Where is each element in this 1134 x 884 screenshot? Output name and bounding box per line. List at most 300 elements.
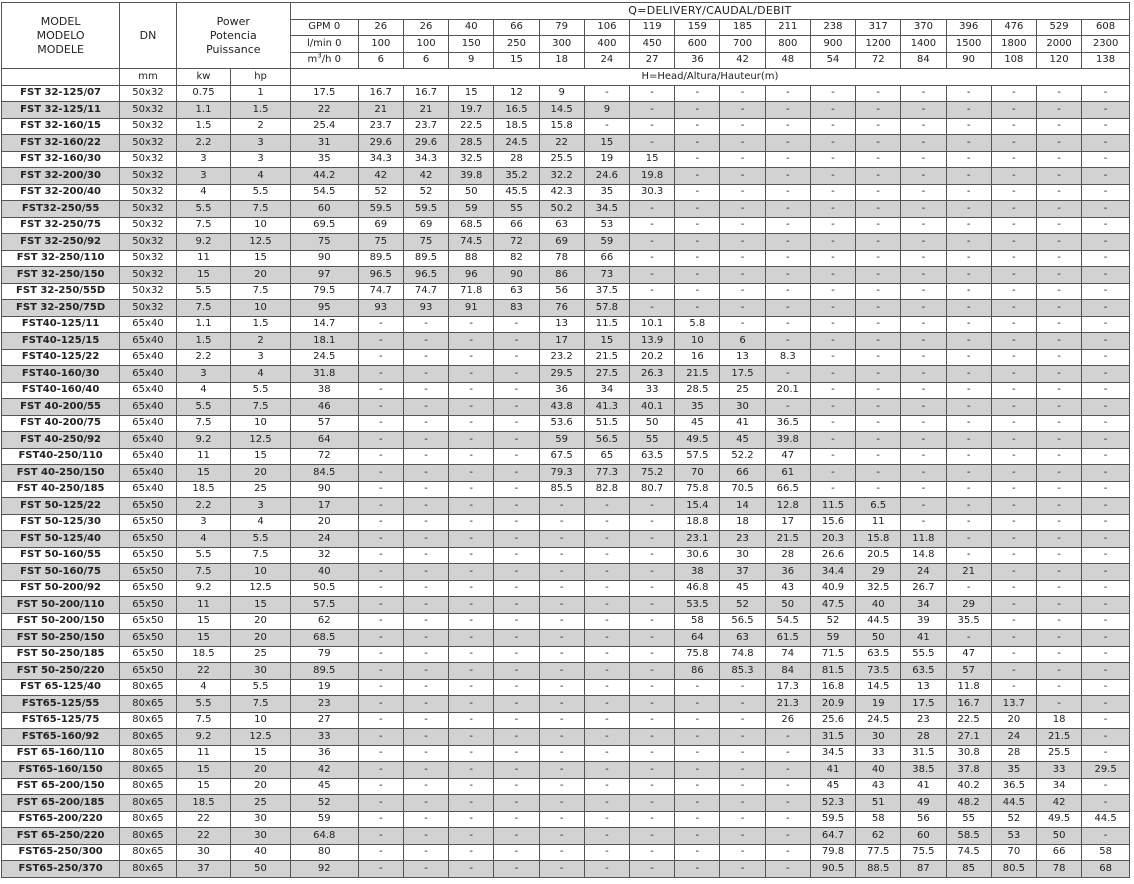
hp-cell: 20 [231,613,291,630]
head-value-cell: - [901,201,946,218]
head-value-cell: 32 [290,547,358,564]
head-value-cell: - [1082,514,1130,531]
head-value-cell: - [584,85,629,102]
head-value-cell: - [630,613,675,630]
head-value-cell: 27 [290,712,358,729]
head-value-cell: - [449,613,494,630]
head-value-cell: - [765,283,810,300]
head-value-cell: - [630,712,675,729]
head-value-cell: 15.8 [539,118,584,135]
head-value-cell: 34.3 [403,151,448,168]
head-value-cell: - [856,201,901,218]
kw-cell: 15 [176,630,230,647]
hp-cell: 15 [231,448,291,465]
head-value-cell: 14.5 [539,102,584,119]
hp-cell: 1.5 [231,316,291,333]
head-value-cell: - [403,448,448,465]
head-value-cell: - [630,679,675,696]
head-value-cell: 37.8 [946,762,991,779]
hp-cell: 7.5 [231,201,291,218]
head-value-cell: - [539,646,584,663]
dn-cell: 65x50 [120,663,177,680]
kw-cell: 4 [176,531,230,548]
head-value-cell: 65 [584,448,629,465]
head-value-cell: 20 [290,514,358,531]
dn-cell: 65x40 [120,415,177,432]
head-value-cell: - [584,729,629,746]
head-value-cell: - [358,366,403,383]
head-value-cell: 56.5 [720,613,765,630]
hp-cell: 7.5 [231,696,291,713]
head-value-cell: 60 [901,828,946,845]
performance-table-container [1,2,1130,878]
head-value-cell: - [901,168,946,185]
head-value-cell: - [1082,465,1130,482]
head-value-cell: - [403,382,448,399]
model-cell: FST40-125/11 [2,316,120,333]
head-value-cell: 64 [290,432,358,449]
head-value-cell: 26.7 [901,580,946,597]
model-cell: FST 50-125/22 [2,498,120,515]
dn-cell: 65x40 [120,333,177,350]
gpm-value: 211 [765,19,810,36]
lmin-value: 1800 [991,36,1036,53]
head-value-cell: - [494,712,539,729]
head-value-cell: - [810,283,855,300]
head-value-cell: 42 [290,762,358,779]
head-value-cell: 68 [1082,861,1130,878]
head-value-cell: - [1082,712,1130,729]
table-row [2,531,1130,548]
table-row [2,663,1130,680]
head-value-cell: 66 [494,217,539,234]
head-value-cell: 37 [720,564,765,581]
head-value-cell: - [991,679,1036,696]
head-value-cell: - [901,382,946,399]
head-value-cell: 67.5 [539,448,584,465]
head-value-cell: - [449,432,494,449]
head-value-cell: 90.5 [810,861,855,878]
kw-cell: 9.2 [176,580,230,597]
head-value-cell: - [584,712,629,729]
model-cell: FST40-125/15 [2,333,120,350]
table-row [2,844,1130,861]
kw-cell: 7.5 [176,217,230,234]
head-value-cell: - [539,795,584,812]
head-value-cell: - [946,118,991,135]
head-value-cell: - [991,613,1036,630]
head-value-cell: 35 [675,399,720,416]
head-value-cell: - [720,712,765,729]
table-row [2,316,1130,333]
head-value-cell: 88 [449,250,494,267]
head-value-cell: - [1036,267,1081,284]
head-value-cell: - [630,795,675,812]
head-value-cell: - [1036,399,1081,416]
head-value-cell: 36 [539,382,584,399]
head-value-cell: - [1036,349,1081,366]
power-label-en: Power [216,14,250,28]
head-value-cell: - [675,118,720,135]
model-cell: FST 32-125/07 [2,85,120,102]
head-value-cell: - [765,250,810,267]
head-value-cell: 35.5 [946,613,991,630]
hp-cell: 4 [231,514,291,531]
table-header [2,3,1130,86]
kw-cell: 22 [176,811,230,828]
model-label-en: MODEL [40,14,81,28]
dn-cell: 65x40 [120,382,177,399]
head-value-cell: - [630,85,675,102]
head-value-cell: 66.5 [765,481,810,498]
head-value-cell: - [810,300,855,317]
head-value-cell: - [991,448,1036,465]
head-value-cell: 12.8 [765,498,810,515]
head-value-cell: - [539,597,584,614]
dn-cell: 65x40 [120,399,177,416]
head-value-cell: - [584,531,629,548]
model-cell: FST 40-250/185 [2,481,120,498]
head-value-cell: - [1036,580,1081,597]
head-value-cell: - [494,613,539,630]
gpm-value: 159 [675,19,720,36]
head-value-cell: - [539,564,584,581]
head-value-cell: - [1082,118,1130,135]
head-value-cell: - [403,316,448,333]
head-value-cell: 55 [946,811,991,828]
model-cell: FST40-125/22 [2,349,120,366]
head-value-cell: - [630,762,675,779]
head-value-cell: 9 [539,85,584,102]
head-value-cell: - [675,283,720,300]
head-value-cell: - [856,333,901,350]
table-row [2,415,1130,432]
head-value-cell: - [810,366,855,383]
lmin-value: 2000 [1036,36,1081,53]
head-value-cell: 27.1 [946,729,991,746]
head-value-cell: - [675,151,720,168]
head-value-cell: 79 [290,646,358,663]
dn-cell: 80x65 [120,828,177,845]
head-value-cell: - [856,349,901,366]
head-value-cell: - [1082,679,1130,696]
m3h-label-rest: /h 0 [321,54,341,66]
head-value-cell: 40 [290,564,358,581]
head-value-cell: - [856,415,901,432]
head-value-cell: - [810,316,855,333]
hp-cell: 20 [231,630,291,647]
head-value-cell: - [675,844,720,861]
hp-cell: 15 [231,745,291,762]
head-value-cell: - [403,399,448,416]
kw-cell: 2.2 [176,135,230,152]
head-value-cell: - [539,580,584,597]
head-value-cell: - [358,597,403,614]
lmin-value: 900 [810,36,855,53]
head-value-cell: 97 [290,267,358,284]
hp-cell: 12.5 [231,234,291,251]
head-value-cell: - [810,448,855,465]
head-value-cell: - [358,349,403,366]
head-value-cell: - [358,481,403,498]
kw-cell: 7.5 [176,415,230,432]
dn-cell: 50x32 [120,300,177,317]
model-cell: FST 50-250/150 [2,630,120,647]
head-value-cell: 6.5 [856,498,901,515]
head-value-cell: 62 [290,613,358,630]
head-value-cell: 66 [584,250,629,267]
head-value-cell: 21 [403,102,448,119]
head-value-cell: 35 [584,184,629,201]
head-value-cell: 75 [358,234,403,251]
head-value-cell: - [630,201,675,218]
kw-cell: 15 [176,762,230,779]
head-value-cell: 15.6 [810,514,855,531]
head-value-cell: - [946,283,991,300]
head-value-cell: - [810,382,855,399]
head-value-cell: - [675,102,720,119]
gpm-value: 529 [1036,19,1081,36]
head-value-cell: - [358,663,403,680]
model-cell: FST 32-250/75D [2,300,120,317]
hp-cell: 1 [231,85,291,102]
head-value-cell: 74.8 [720,646,765,663]
lmin-label: l/min 0 [290,36,358,53]
head-value-cell: - [539,531,584,548]
head-value-cell: - [539,778,584,795]
gpm-label: GPM 0 [290,19,358,36]
head-value-cell: - [1036,135,1081,152]
head-value-cell: 14 [720,498,765,515]
model-cell: FST 50-200/110 [2,597,120,614]
head-value-cell: - [630,547,675,564]
head-value-cell: - [946,448,991,465]
table-row [2,498,1130,515]
head-value-cell: 15.8 [856,531,901,548]
head-value-cell: 74.5 [449,234,494,251]
head-value-cell: - [539,547,584,564]
head-value-cell: 20.9 [810,696,855,713]
head-value-cell: - [856,234,901,251]
hp-cell: 5.5 [231,382,291,399]
head-value-cell: 29.5 [539,366,584,383]
table-row [2,300,1130,317]
kw-cell: 5.5 [176,283,230,300]
head-value-cell: - [358,712,403,729]
head-value-cell: - [630,267,675,284]
head-value-cell: 40 [856,597,901,614]
head-value-cell: - [765,135,810,152]
head-value-cell: - [901,234,946,251]
dn-cell: 65x50 [120,630,177,647]
head-value-cell: - [810,234,855,251]
hp-cell: 12.5 [231,580,291,597]
head-value-cell: 13 [720,349,765,366]
head-value-cell: - [765,217,810,234]
head-value-cell: - [810,151,855,168]
head-value-cell: 17.5 [720,366,765,383]
head-value-cell: - [1036,679,1081,696]
head-value-cell: - [494,547,539,564]
table-row [2,151,1130,168]
dn-cell: 50x32 [120,118,177,135]
head-value-cell: 58.5 [946,828,991,845]
head-value-cell: - [1082,729,1130,746]
head-value-cell: 16.8 [810,679,855,696]
head-value-cell: - [449,514,494,531]
dn-cell: 65x50 [120,597,177,614]
head-value-cell: - [810,432,855,449]
head-value-cell: 19.7 [449,102,494,119]
head-value-cell: - [403,349,448,366]
head-value-cell: - [584,498,629,515]
head-value-cell: - [675,85,720,102]
head-value-cell: - [946,267,991,284]
head-value-cell: - [1036,201,1081,218]
head-value-cell: - [856,432,901,449]
head-value-cell: 6 [720,333,765,350]
lmin-value: 1200 [856,36,901,53]
head-value-cell: 44.2 [290,168,358,185]
head-value-cell: - [449,712,494,729]
head-value-cell: - [946,333,991,350]
head-value-cell: 41 [901,778,946,795]
head-value-cell: - [720,201,765,218]
kw-cell: 4 [176,679,230,696]
head-value-cell: 90 [290,250,358,267]
head-value-cell: - [720,844,765,861]
head-value-cell: 28 [494,151,539,168]
head-value-cell: - [810,217,855,234]
table-row [2,861,1130,878]
head-value-cell: - [403,844,448,861]
table-row [2,217,1130,234]
head-value-cell: 71.5 [810,646,855,663]
head-value-cell: - [765,234,810,251]
head-value-cell: 53 [584,217,629,234]
head-value-cell: - [991,118,1036,135]
hp-cell: 1.5 [231,102,291,119]
head-value-cell: - [765,333,810,350]
head-value-cell: 19 [856,696,901,713]
head-value-cell: 69 [539,234,584,251]
table-row [2,729,1130,746]
head-value-cell: - [1082,399,1130,416]
hp-cell: 7.5 [231,547,291,564]
head-value-cell: 71.8 [449,283,494,300]
head-value-cell: 28 [991,745,1036,762]
head-value-cell: 57.5 [290,597,358,614]
head-value-cell: 63.5 [630,448,675,465]
head-value-cell: - [765,762,810,779]
head-value-cell: - [630,580,675,597]
head-value-cell: - [1082,333,1130,350]
head-value-cell: - [403,811,448,828]
head-value-cell: - [946,102,991,119]
gpm-value: 66 [494,19,539,36]
kw-cell: 7.5 [176,564,230,581]
dn-cell: 65x50 [120,613,177,630]
head-value-cell: 26.3 [630,366,675,383]
head-value-cell: - [765,102,810,119]
table-row [2,366,1130,383]
head-value-cell: 43 [856,778,901,795]
head-value-cell: - [449,498,494,515]
head-value-cell: - [991,300,1036,317]
model-cell: FST 40-200/75 [2,415,120,432]
dn-cell: 50x32 [120,217,177,234]
unit-kw: kw [176,69,230,86]
table-row [2,597,1130,614]
head-value-cell: 21.5 [584,349,629,366]
kw-cell: 3 [176,366,230,383]
head-value-cell: - [675,135,720,152]
head-value-cell: - [403,564,448,581]
head-value-cell: - [494,481,539,498]
head-value-cell: - [991,465,1036,482]
head-value-cell: 24 [290,531,358,548]
head-value-cell: - [1036,498,1081,515]
head-value-cell: - [946,547,991,564]
head-value-cell: 68.5 [449,217,494,234]
head-value-cell: 16.7 [358,85,403,102]
table-row [2,102,1130,119]
head-value-cell: - [991,234,1036,251]
head-value-cell: - [494,399,539,416]
head-value-cell: - [630,234,675,251]
head-value-cell: - [1082,151,1130,168]
head-value-cell: - [720,316,765,333]
head-value-cell: - [449,828,494,845]
head-value-cell: - [1082,448,1130,465]
gpm-value: 396 [946,19,991,36]
head-value-cell: - [901,300,946,317]
head-value-cell: 10.1 [630,316,675,333]
head-value-cell: 53 [991,828,1036,845]
m3h-label-sup: 3 [317,52,322,60]
head-value-cell: - [358,795,403,812]
head-value-cell: - [946,382,991,399]
head-value-cell: 36.5 [765,415,810,432]
head-value-cell: - [403,514,448,531]
head-value-cell: - [946,201,991,218]
model-cell: FST 50-200/150 [2,613,120,630]
head-value-cell: 30 [720,547,765,564]
gpm-value: 106 [584,19,629,36]
head-value-cell: - [358,514,403,531]
head-value-cell: - [901,135,946,152]
model-cell: FST 32-250/150 [2,267,120,284]
head-value-cell: - [675,712,720,729]
head-value-cell: 53.6 [539,415,584,432]
head-value-cell: 34.5 [810,745,855,762]
head-value-cell: 34.3 [358,151,403,168]
model-cell: FST 32-200/30 [2,168,120,185]
power-column-header [176,3,290,69]
m3h-value: 54 [810,52,855,69]
head-value-cell: - [584,564,629,581]
head-value-cell: 83 [494,300,539,317]
head-value-cell: - [901,448,946,465]
table-body [2,85,1130,877]
m3h-value: 6 [358,52,403,69]
head-value-cell: 58 [675,613,720,630]
head-value-cell: 38 [290,382,358,399]
head-value-cell: 59 [290,811,358,828]
head-value-cell: 59 [449,201,494,218]
head-value-cell: - [1036,217,1081,234]
m3h-value: 27 [630,52,675,69]
